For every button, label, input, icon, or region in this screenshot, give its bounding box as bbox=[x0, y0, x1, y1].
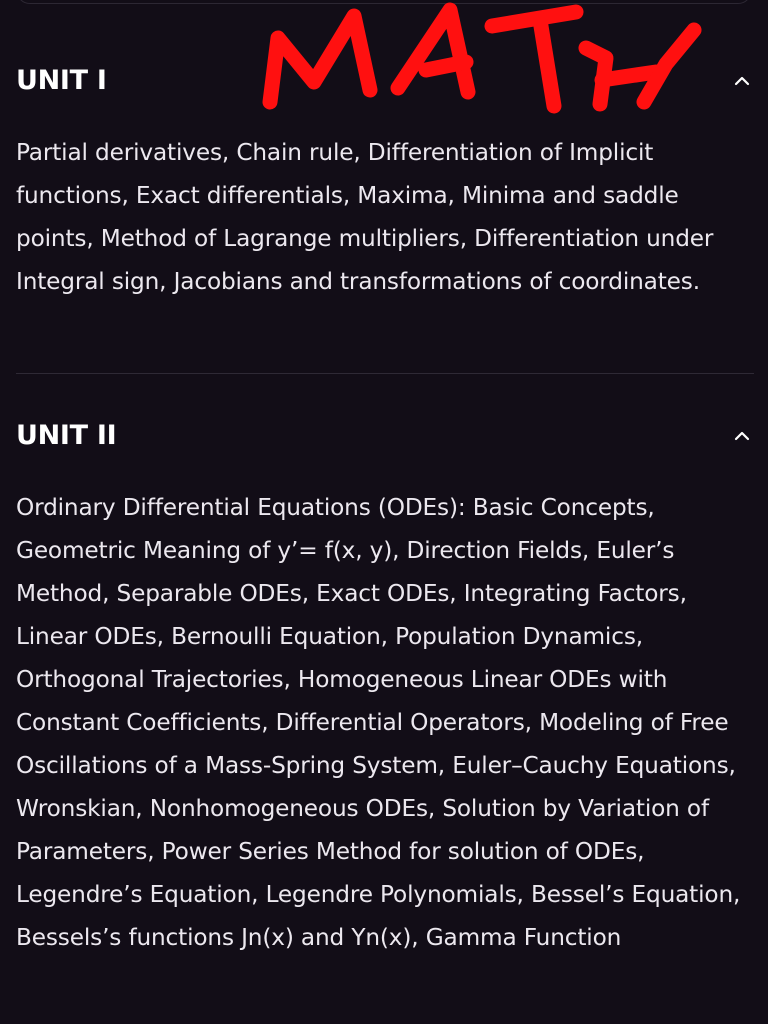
unit-1-description: Partial derivatives, Chain rule, Differentiation of Implicit functions, Exact differentials, Maxima, Minima and saddle points, Method of Lagrange multipliers, Differentiation under Integral sign, Jacobians and transformations of coordinates. bbox=[16, 139, 714, 295]
section-divider bbox=[16, 373, 754, 374]
unit-1-title: UNIT I bbox=[16, 65, 107, 96]
previous-card-edge bbox=[16, 0, 752, 4]
chevron-up-icon[interactable] bbox=[730, 69, 754, 93]
unit-2-description: Ordinary Differential Equations (ODEs): Basic Concepts, Geometric Meaning of y’= f(x, y), Direction Fields, Euler’s Method, Separable ODEs, Exact ODEs, Integrating Factors, Linear ODEs, Bernoulli Equation, Population Dynamics, Orthogonal Trajectories, Homogeneous Linear ODEs with Constant Coefficients, Differential Operators, Modeling of Free Oscillations of a Mass-Spring System, Euler–Cauchy Equations, Wronskian, Nonhomogeneous ODEs, Solution by Variation of Parameters, Power Series Method for solution of ODEs, Legendre’s Equation, Legendre Polynomials, Bessel’s Equation, Bessels’s functions Jn(x) and Yn(x), Gamma Function bbox=[16, 494, 741, 951]
unit-1-header[interactable] bbox=[16, 59, 754, 103]
unit-2-header[interactable] bbox=[16, 414, 754, 458]
unit-2-title: UNIT II bbox=[16, 420, 117, 451]
chevron-up-icon[interactable] bbox=[730, 424, 754, 448]
